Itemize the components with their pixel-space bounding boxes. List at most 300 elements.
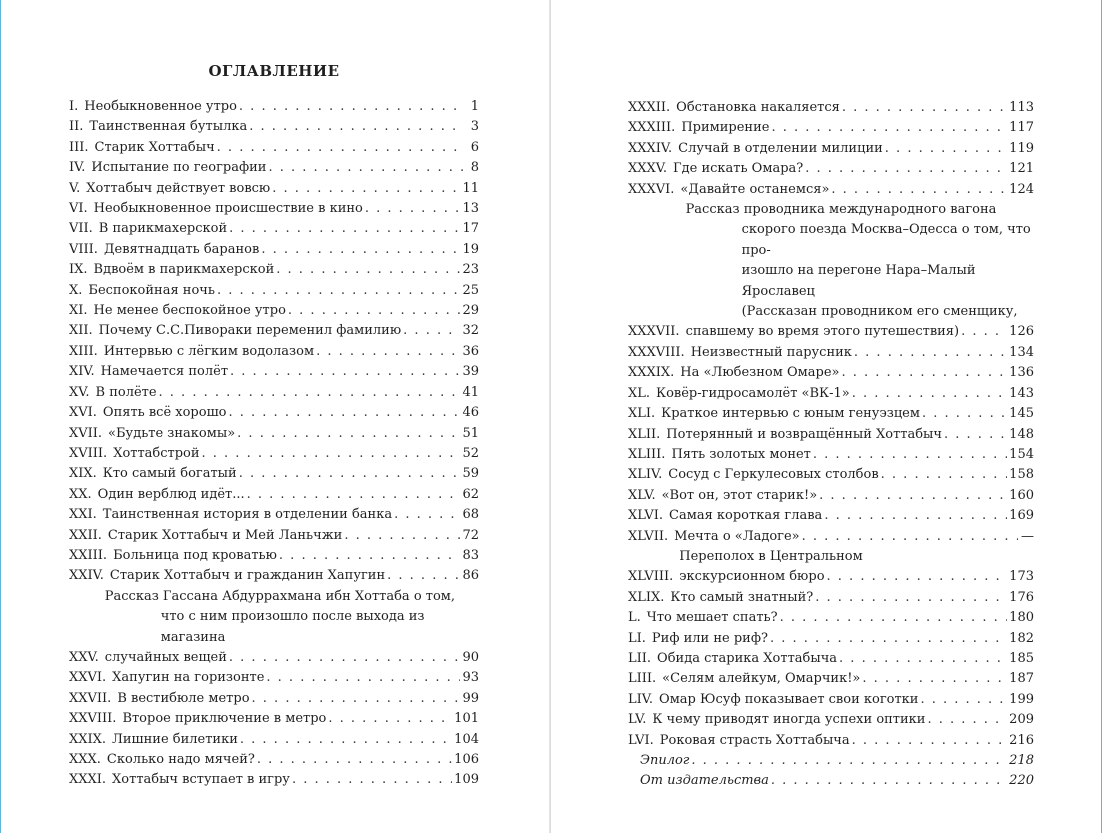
toc-list-left	[69, 97, 479, 791]
chapter-title-block	[680, 363, 1034, 383]
chapter-title-last-line	[101, 362, 479, 382]
chapter-title-block	[117, 689, 479, 709]
chapter-title-block	[673, 159, 1034, 179]
chapter-title-last-line	[652, 629, 1034, 649]
dot-leader	[344, 526, 460, 546]
dot-leader	[252, 689, 461, 709]
chapter-title-last-line	[640, 751, 1034, 771]
page-number: 119	[1009, 140, 1034, 156]
chapter-number: XX.	[69, 486, 92, 502]
chapter-title-block	[99, 321, 479, 341]
chapter-number: I.	[69, 99, 79, 114]
chapter-title: «Вот он, этот старик!»	[661, 487, 818, 503]
chapter-title-block	[94, 301, 479, 321]
chapter-title-block	[89, 117, 479, 137]
toc-entry	[628, 139, 1034, 159]
toc-entry	[69, 260, 479, 280]
chapter-title: Необыкновенное утро	[84, 99, 237, 114]
chapter-title-block	[108, 424, 479, 444]
dot-leader	[831, 180, 1007, 200]
chapter-number: XXXVII.	[628, 324, 680, 340]
dot-leader	[920, 690, 1007, 710]
chapter-title: Старик Хоттабыч	[94, 139, 215, 155]
chapter-title: Кто самый богатый	[102, 466, 237, 482]
chapter-title-block	[678, 139, 1034, 159]
toc-entry	[69, 117, 479, 137]
chapter-title-block	[669, 506, 1034, 526]
page-number: 145	[1009, 406, 1034, 422]
dot-leader	[237, 424, 460, 444]
chapter-title-last-line	[659, 690, 1034, 710]
dot-leader	[394, 505, 460, 525]
toc-entry	[69, 689, 479, 709]
chapter-number: XV.	[69, 384, 90, 400]
page-number: 99	[462, 690, 479, 706]
chapter-title: Почему С.С.Пивораки переменил фамилию	[98, 323, 402, 339]
chapter-title-line: Рассказ Гассана Абдуррахмана ибн Хоттаба о том,	[104, 588, 456, 604]
chapter-title: Таинственная история в отделении банка	[102, 507, 393, 523]
toc-entry	[628, 547, 1034, 588]
toc-entry	[628, 669, 1034, 689]
toc-entry	[69, 464, 479, 484]
chapter-title: Намечается полёт	[100, 364, 229, 380]
chapter-title: Риф или не риф?	[651, 630, 768, 646]
chapter-title-line: (Рассказан проводником его сменщику,	[741, 304, 1018, 320]
chapter-number: XXIX.	[69, 731, 107, 747]
toc-entry	[69, 444, 479, 464]
page-number: 148	[1009, 426, 1034, 442]
chapter-number: XLVI.	[628, 508, 664, 524]
toc-entry	[69, 526, 479, 546]
chapter-title-last-line	[122, 709, 479, 729]
dot-leader	[771, 771, 1007, 791]
page-number: 136	[1009, 365, 1034, 381]
chapter-title: Сколько надо мячей?	[106, 752, 255, 767]
page-number: 41	[462, 384, 479, 400]
chapter-title: Сосуд с Геркулесовых столбов	[668, 467, 879, 483]
chapter-title: Хоттабстрой	[113, 445, 200, 461]
right-page	[551, 0, 1100, 833]
dot-leader	[862, 669, 1007, 689]
chapter-number: X.	[69, 282, 83, 298]
dot-leader	[229, 219, 460, 239]
page-number: 113	[1009, 100, 1034, 115]
chapter-title: Где искать Омара?	[673, 161, 804, 177]
chapter-number: VII.	[69, 221, 93, 237]
chapter-title-block	[652, 629, 1034, 649]
chapter-title-block	[666, 425, 1034, 445]
chapter-title-last-line	[107, 750, 479, 770]
dot-leader	[266, 668, 460, 688]
chapter-title-last-line	[117, 689, 479, 709]
dot-leader	[288, 301, 461, 321]
toc-entry	[628, 363, 1034, 383]
dot-leader	[854, 343, 1007, 363]
page-number: 68	[462, 507, 479, 523]
page-number: 8	[470, 160, 479, 176]
toc-entry	[628, 200, 1034, 343]
toc-entry	[69, 321, 479, 341]
chapter-number: XI.	[69, 303, 88, 319]
chapter-number: L.	[628, 610, 641, 626]
dot-leader	[328, 709, 452, 729]
page-number: 216	[1009, 732, 1034, 748]
dot-leader	[276, 260, 460, 280]
page-number: 209	[1009, 712, 1034, 728]
toc-list-right	[628, 98, 1034, 792]
chapter-title-block	[674, 527, 1034, 547]
dot-leader	[292, 770, 452, 790]
chapter-title-last-line	[679, 567, 1034, 587]
toc-entry	[69, 97, 479, 117]
dot-leader	[961, 322, 1007, 342]
chapter-title-last-line	[103, 505, 479, 525]
chapter-title: К чему приводят иногда успехи оптики	[652, 712, 926, 728]
chapter-title-block	[104, 342, 479, 362]
chapter-number: LIV.	[628, 691, 654, 707]
chapter-title-block	[98, 485, 479, 505]
chapter-title: Пять золотых монет	[671, 446, 811, 462]
dot-leader	[841, 363, 1007, 383]
dot-leader	[842, 98, 1007, 118]
chapter-title-last-line	[94, 260, 479, 280]
page-number: 134	[1009, 344, 1034, 360]
page-number: 173	[1009, 569, 1034, 585]
dot-leader	[805, 159, 1007, 179]
chapter-number: XLVII.	[628, 528, 669, 544]
chapter-title-block	[661, 404, 1034, 424]
chapter-title-last-line	[686, 322, 1034, 342]
chapter-title-last-line	[661, 404, 1034, 424]
dot-leader	[815, 588, 1007, 608]
page-number: 106	[454, 752, 479, 767]
chapter-number: XIII.	[69, 343, 98, 359]
page-number: 124	[1009, 181, 1034, 197]
toc-entry	[69, 485, 479, 505]
chapter-title: Вдвоём в парикмахерской	[93, 262, 275, 278]
chapter-title: экскурсионном бюро	[679, 569, 825, 585]
chapter-title-block	[668, 465, 1034, 485]
toc-entry	[69, 424, 479, 444]
chapter-title: Хапугин на горизонте	[112, 670, 265, 686]
chapter-title-last-line	[108, 526, 479, 546]
chapter-title-last-line	[113, 546, 479, 566]
page-number: 36	[462, 343, 479, 359]
dot-leader	[217, 281, 461, 301]
chapter-title-last-line	[669, 506, 1034, 526]
chapter-title-block	[647, 608, 1034, 628]
chapter-title: Краткое интервью с юным генуэзцем	[661, 406, 920, 422]
toc-entry	[69, 281, 479, 301]
chapter-title: Таинственная бутылка	[89, 119, 248, 135]
chapter-title-last-line	[681, 118, 1034, 138]
chapter-title: Больница под кроватью	[113, 547, 277, 563]
dot-leader	[217, 138, 463, 158]
chapter-title-block	[105, 587, 479, 669]
toc-entry	[628, 771, 1034, 791]
chapter-number: XLVIII.	[628, 569, 674, 585]
chapter-title-line: скорого поезда Москва–Одесса о том, что про-	[741, 222, 1031, 258]
toc-entry	[628, 731, 1034, 751]
chapter-title-last-line	[94, 199, 479, 219]
chapter-title-block	[662, 669, 1034, 689]
chapter-title-last-line	[670, 588, 1034, 608]
chapter-title-last-line	[103, 403, 479, 423]
toc-entry	[628, 159, 1034, 179]
dot-leader	[279, 546, 461, 566]
toc-entry	[628, 608, 1034, 628]
chapter-title-block	[103, 464, 479, 484]
chapter-title: Примирение	[681, 120, 770, 136]
chapter-title-block	[95, 138, 479, 158]
chapter-title-last-line	[99, 219, 479, 239]
chapter-title-block	[104, 240, 479, 260]
dot-leader	[239, 97, 463, 117]
page-number: 185	[1009, 650, 1034, 666]
page-number: 117	[1009, 120, 1034, 136]
chapter-title: От издательства	[640, 773, 769, 789]
page-number: 218	[1009, 753, 1034, 768]
chapter-number: XXXVI.	[628, 181, 675, 197]
chapter-title: Кто самый знатный?	[670, 589, 814, 605]
chapter-number: XXV.	[69, 649, 99, 665]
dot-leader	[239, 464, 461, 484]
page-number: 143	[1009, 385, 1034, 401]
dot-leader	[852, 731, 1008, 751]
dot-leader	[272, 179, 460, 199]
chapter-title-last-line	[108, 424, 479, 444]
toc-entry	[69, 770, 479, 790]
chapter-title-last-line	[94, 301, 479, 321]
page-number: 182	[1009, 630, 1034, 646]
dot-leader	[240, 730, 452, 750]
chapter-title-last-line	[88, 281, 479, 301]
chapter-number: XXXV.	[628, 161, 668, 177]
dot-leader	[839, 649, 1007, 669]
chapter-title-block	[99, 219, 479, 239]
page-number: 180	[1009, 610, 1034, 626]
toc-entry	[69, 240, 479, 260]
dot-leader	[802, 527, 1018, 547]
dot-leader	[881, 465, 1008, 485]
dot-leader	[403, 321, 460, 341]
toc-entry	[628, 98, 1034, 118]
toc-entry	[628, 486, 1034, 506]
toc-entry	[628, 649, 1034, 669]
page-number: —	[1021, 528, 1034, 544]
chapter-title-block	[652, 710, 1034, 730]
chapter-title: Девятнадцать баранов	[103, 241, 260, 257]
chapter-title-block	[103, 505, 479, 525]
chapter-title-block	[640, 751, 1034, 771]
page-number: 199	[1009, 691, 1034, 707]
dot-leader	[824, 506, 1007, 526]
dot-leader	[780, 608, 1008, 628]
chapter-title-block	[670, 588, 1034, 608]
chapter-title-last-line	[84, 97, 479, 117]
chapter-title: Потерянный и возвращённый Хоттабыч	[666, 426, 943, 442]
chapter-title-block	[113, 546, 479, 566]
chapter-title-block	[103, 403, 479, 423]
chapter-title-last-line	[657, 649, 1034, 669]
chapter-title-last-line	[647, 608, 1034, 628]
chapter-number: XXXI.	[69, 772, 107, 788]
toc-entry	[69, 566, 479, 586]
toc-entry	[69, 505, 479, 525]
page-number: 93	[462, 670, 479, 686]
chapter-number: XXII.	[69, 527, 102, 543]
chapter-title: Необыкновенное происшествие в кино	[93, 201, 363, 217]
chapter-title: Беспокойная ночь	[88, 282, 215, 298]
chapter-number: LI.	[628, 630, 646, 646]
chapter-title-last-line	[99, 321, 479, 341]
chapter-title-block	[88, 281, 479, 301]
chapter-title-last-line	[86, 179, 479, 199]
dot-leader	[268, 158, 463, 178]
chapter-title-block	[108, 526, 479, 546]
toc-entry	[628, 588, 1034, 608]
page-number: 46	[462, 405, 479, 421]
page-number: 3	[470, 119, 479, 135]
chapter-title-last-line	[110, 566, 479, 586]
chapter-number: XXX.	[69, 752, 101, 767]
dot-leader	[819, 486, 1007, 506]
toc-entry	[628, 384, 1034, 404]
page-number: 29	[462, 303, 479, 319]
toc-entry	[69, 383, 479, 403]
chapter-number: XIV.	[69, 364, 95, 380]
chapter-title: Один верблюд идёт...	[97, 486, 245, 502]
chapter-title-block	[660, 731, 1034, 751]
page-number: 176	[1009, 589, 1034, 605]
chapter-number: XXXIV.	[628, 140, 673, 156]
chapter-title-last-line	[671, 445, 1034, 465]
toc-entry	[628, 425, 1034, 445]
dot-leader	[927, 710, 1007, 730]
left-page	[1, 0, 549, 833]
dot-leader	[247, 485, 461, 505]
chapter-title-last-line	[112, 730, 479, 750]
chapter-title-block	[112, 730, 479, 750]
chapter-title-last-line	[660, 731, 1034, 751]
chapter-number: III.	[69, 139, 89, 155]
chapter-number: IX.	[69, 262, 88, 278]
page-number: 6	[470, 139, 479, 155]
dot-leader	[944, 425, 1007, 445]
chapter-title-last-line	[662, 669, 1034, 689]
chapter-number: XLII.	[628, 426, 661, 442]
chapter-title: Опять всё хорошо	[102, 405, 227, 421]
toc-entry	[69, 199, 479, 219]
chapter-title-last-line	[113, 444, 479, 464]
dot-leader	[691, 751, 1007, 771]
page-number: 11	[462, 180, 479, 196]
toc-entry	[69, 587, 479, 669]
toc-entry	[628, 465, 1034, 485]
chapter-title-block	[681, 118, 1034, 138]
chapter-title-last-line	[656, 384, 1034, 404]
chapter-title-block	[656, 384, 1034, 404]
chapter-title: Испытание по географии	[91, 160, 267, 176]
chapter-title-last-line	[98, 485, 479, 505]
page-number: 51	[462, 425, 479, 441]
dot-leader	[229, 403, 461, 423]
page-number: 101	[454, 711, 479, 727]
chapter-title: Мечта о «Ладоге»	[674, 528, 800, 544]
page-number: 17	[462, 221, 479, 237]
page-number: 169	[1009, 508, 1034, 524]
chapter-title-last-line	[673, 159, 1034, 179]
page-number: 126	[1009, 324, 1034, 340]
dot-leader	[771, 118, 1007, 138]
chapter-number: XXVII.	[69, 690, 112, 706]
chapter-title: Хоттабыч вступает в игру	[112, 772, 290, 788]
chapter-title-line: Рассказ проводника международного вагона	[685, 202, 997, 218]
chapter-title-last-line	[96, 383, 479, 403]
chapter-number: XLIX.	[628, 589, 665, 605]
chapter-title: Омар Юсуф показывает свои коготки	[659, 691, 919, 707]
chapter-title: Эпилог	[640, 753, 690, 768]
chapter-number: LV.	[628, 712, 647, 728]
chapter-title: Не менее беспокойное утро	[93, 303, 286, 319]
chapter-title-last-line	[691, 343, 1034, 363]
chapter-number: XXXVIII.	[628, 344, 685, 360]
chapter-title-last-line	[112, 668, 479, 688]
chapter-number: XXI.	[69, 507, 97, 523]
page-number: 109	[454, 772, 479, 788]
chapter-title-block	[94, 260, 479, 280]
page-number: 62	[462, 486, 479, 502]
page-number: 220	[1009, 773, 1034, 789]
page-number: 25	[462, 282, 479, 298]
dot-leader	[852, 384, 1007, 404]
chapter-title: Что мешает спать?	[646, 610, 778, 626]
chapter-title-last-line	[91, 158, 479, 178]
chapter-number: IV.	[69, 160, 86, 176]
page-number: 86	[462, 568, 479, 584]
chapter-number: LIII.	[628, 671, 657, 687]
page-number: 1	[470, 99, 479, 114]
chapter-title: Второе приключение в метро	[122, 711, 327, 727]
chapter-title: «Будьте знакомы»	[108, 425, 236, 441]
chapter-title: Ковёр-гидросамолёт «ВК-1»	[656, 385, 850, 401]
chapter-number: XXXIX.	[628, 365, 675, 381]
chapter-number: XL.	[628, 385, 651, 401]
toc-entry	[69, 301, 479, 321]
chapter-title-last-line	[674, 527, 1034, 547]
toc-entry	[628, 629, 1034, 649]
chapter-title-last-line	[112, 770, 479, 790]
page-number: 52	[462, 445, 479, 461]
chapter-number: LII.	[628, 650, 652, 666]
chapter-number: XLI.	[628, 406, 656, 422]
page-number: 13	[462, 201, 479, 217]
toc-entry	[69, 219, 479, 239]
chapter-title-block	[122, 709, 479, 729]
chapter-title: спавшему во время этого путешествия)	[685, 324, 960, 340]
toc-entry	[69, 138, 479, 158]
toc-entry	[628, 506, 1034, 526]
chapter-title-block	[679, 547, 1034, 588]
chapter-title-block	[84, 97, 479, 117]
chapter-title: Интервью с лёгким водолазом	[103, 343, 315, 359]
chapter-title-block	[671, 445, 1034, 465]
chapter-title: Старик Хоттабыч и Мей Ланьчжи	[107, 527, 343, 543]
chapter-number: XXVI.	[69, 670, 107, 686]
chapter-number: VI.	[69, 201, 88, 217]
chapter-title: Случай в отделении милиции	[678, 140, 883, 156]
chapter-number: XXIV.	[69, 568, 104, 584]
